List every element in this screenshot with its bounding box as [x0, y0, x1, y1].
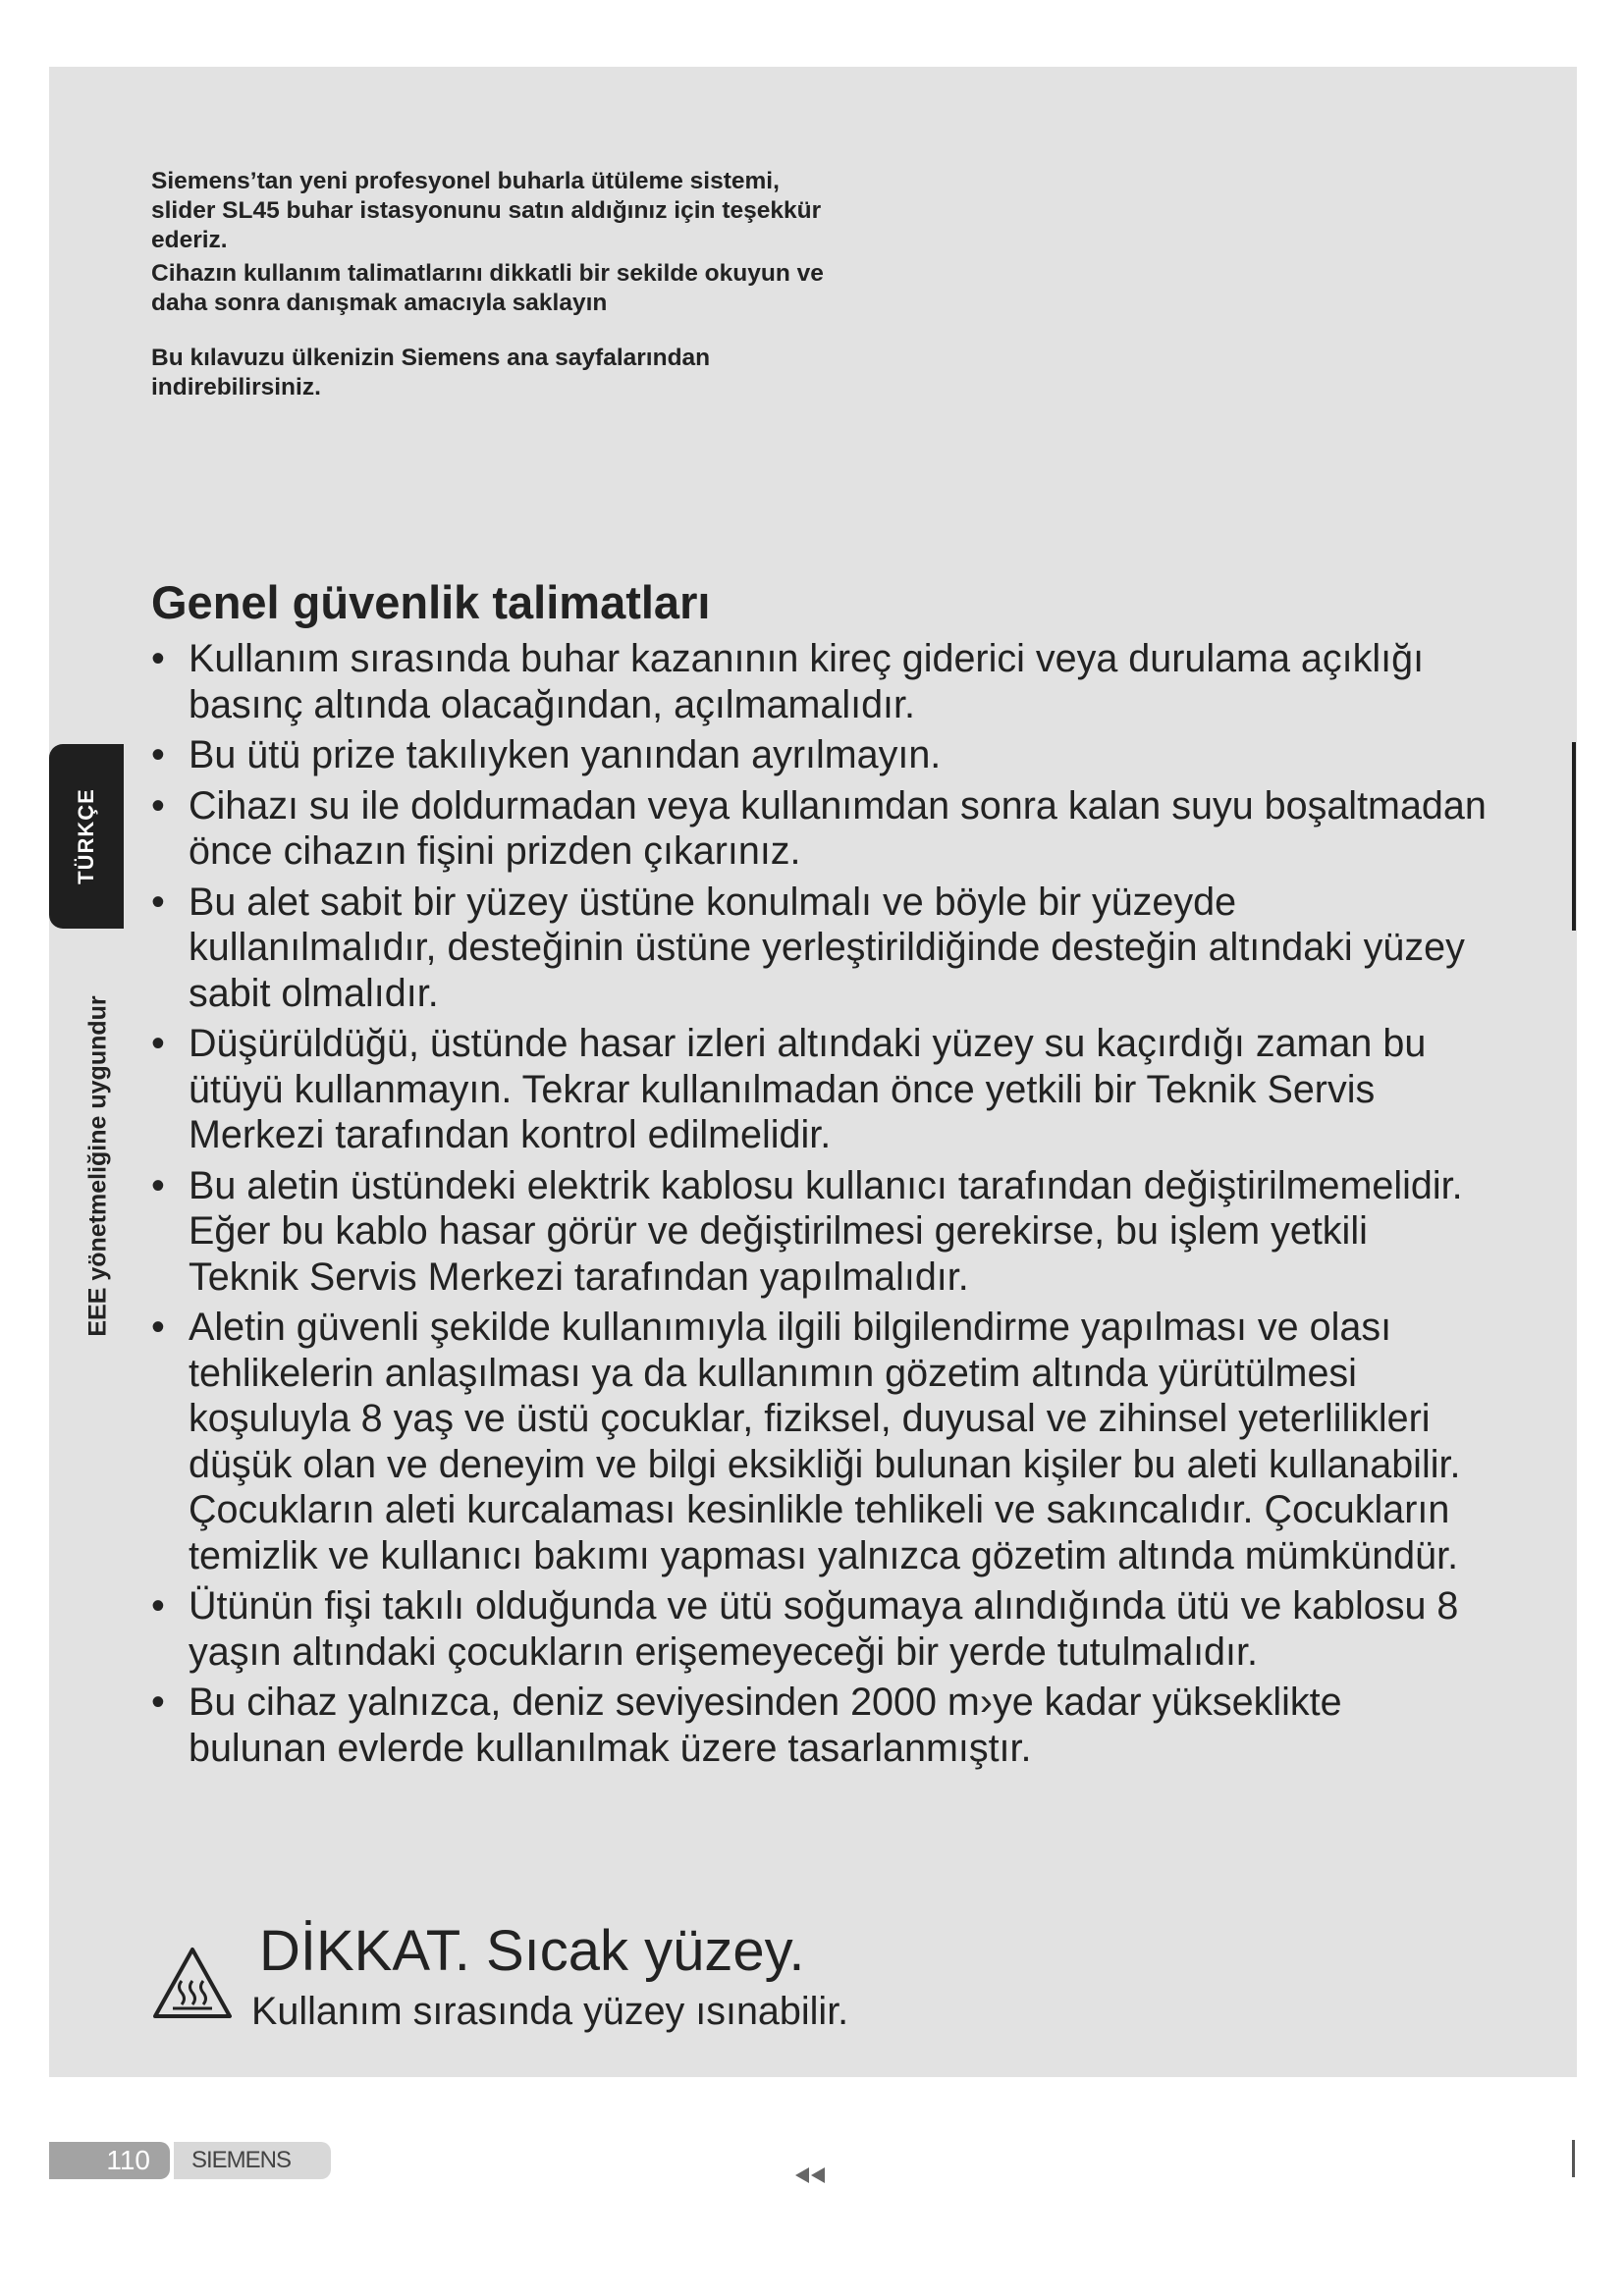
list-item [151, 880, 1487, 1017]
bullet-icon: • [151, 1022, 165, 1065]
warning-title: DİKKAT. Sıcak yüzey. [259, 1919, 805, 1983]
bullet-icon: • [151, 783, 165, 828]
section-title: Genel güvenlik talimatları [151, 576, 711, 628]
list-item [151, 1163, 1487, 1301]
bullet-text: Ütünün fişi takılı olduğunda ve ütü soğumaya alındığında ütü ve kablosu 8 yaşın altındaki çocukların erişemeyeceği bir yerde tutulmalıdır. [189, 1584, 1459, 1674]
footer-edge-marker [1572, 2140, 1575, 2177]
bullet-icon: • [151, 637, 165, 680]
bullet-text: Bu ütü prize takılıyken yanından ayrılmayın. [189, 733, 942, 776]
double-arrow-left-icon[interactable] [791, 2165, 829, 2185]
bullet-text: Bu cihaz yalnızca, deniz seviyesinden 2000 m›ye kadar yükseklikte bulunan evlerde kullanılmak üzere tasarlanmıştır. [189, 1681, 1342, 1770]
list-item [151, 1305, 1487, 1578]
list-item [151, 783, 1487, 875]
brand-label: SIEMENS [174, 2142, 331, 2179]
bullet-text: Kullanım sırasında buhar kazanının kireç giderici veya durulama açıklığı basınç altında olacağından, açılmamalıdır. [189, 637, 1425, 726]
compliance-label: EEE yönetmeliğine uygundur [83, 995, 112, 1337]
list-item [151, 732, 1487, 778]
intro-download: Bu kılavuzu ülkenizin Siemens ana sayfalarından indirebilirsiniz. [151, 345, 711, 400]
list-item [151, 1583, 1487, 1675]
hot-surface-warning [151, 1919, 1428, 2052]
safety-bullet-list [151, 636, 1487, 1776]
warning-text: Kullanım sırasında yüzey ısınabilir. [251, 1990, 849, 2033]
bullet-icon: • [151, 880, 165, 924]
intro-read-instructions: Cihazın kullanım talimatlarını dikkatli bir sekilde okuyun ve daha sonra danışmak amacıyla saklayın [151, 260, 824, 316]
bullet-icon: • [151, 1306, 165, 1349]
bullet-icon: • [151, 1681, 165, 1724]
list-item [151, 1680, 1487, 1771]
bullet-text: Düşürüldüğü, üstünde hasar izleri altındaki yüzey su kaçırdığı zaman bu ütüyü kullanmayın. Tekrar kullanılmadan önce yetkili bir Teknik Servis Merkezi tarafından kontrol edilmelidir. [189, 1022, 1427, 1156]
intro-thanks: Siemens’tan yeni profesyonel buharla ütüleme sistemi, slider SL45 buhar istasyonunu satın aldığınız için teşekkür ederiz. [151, 168, 822, 253]
language-tab [49, 744, 124, 929]
list-item [151, 1021, 1487, 1158]
bullet-text: Aletin güvenli şekilde kullanımıyla ilgili bilgilendirme yapılması ve olası tehlikelerin anlaşılması ya da kullanımın gözetim altında yürütülmesi koşuluyla 8 yaş ve üstü çocuklar, fiziksel, duyusal ve zihinsel yeterlilikleri düşük olan ve deneyim ve bilgi eksikliği bulunan kişiler bu aleti kullanabilir. Çocukların aleti kurcalaması kesinlikle tehlikeli ve sakıncalıdır. Çocukların temizlik ve kullanıcı bakımı yapması yalnızca gözetim altında mümkündür. [189, 1306, 1461, 1577]
bullet-text: Bu aletin üstündeki elektrik kablosu kullanıcı tarafından değiştirilmemelidir. Eğer bu kablo hasar görür ve değiştirilmesi gerekirse, bu işlem yetkili Teknik Servis Merkezi tarafından yapılmalıdır. [189, 1163, 1463, 1299]
list-item [151, 636, 1487, 727]
language-tab-label: TÜRKÇE [74, 788, 98, 884]
intro-text [151, 167, 839, 406]
bullet-icon: • [151, 1163, 165, 1207]
page-number: 110 [49, 2142, 170, 2179]
bullet-icon: • [151, 733, 165, 776]
right-edge-marker [1572, 742, 1576, 931]
bullet-icon: • [151, 1584, 165, 1628]
bullet-text: Cihazı su ile doldurmadan veya kullanımdan sonra kalan suyu boşaltmadan önce cihazın fişini prizden çıkarınız. [189, 783, 1487, 873]
hot-surface-warning-icon [151, 1946, 234, 2020]
bullet-text: Bu alet sabit bir yüzey üstüne konulmalı ve böyle bir yüzeyde kullanılmalıdır, desteğinin üstüne yerleştirildiğinde desteğin altındaki yüzey sabit olmalıdır. [189, 880, 1465, 1015]
